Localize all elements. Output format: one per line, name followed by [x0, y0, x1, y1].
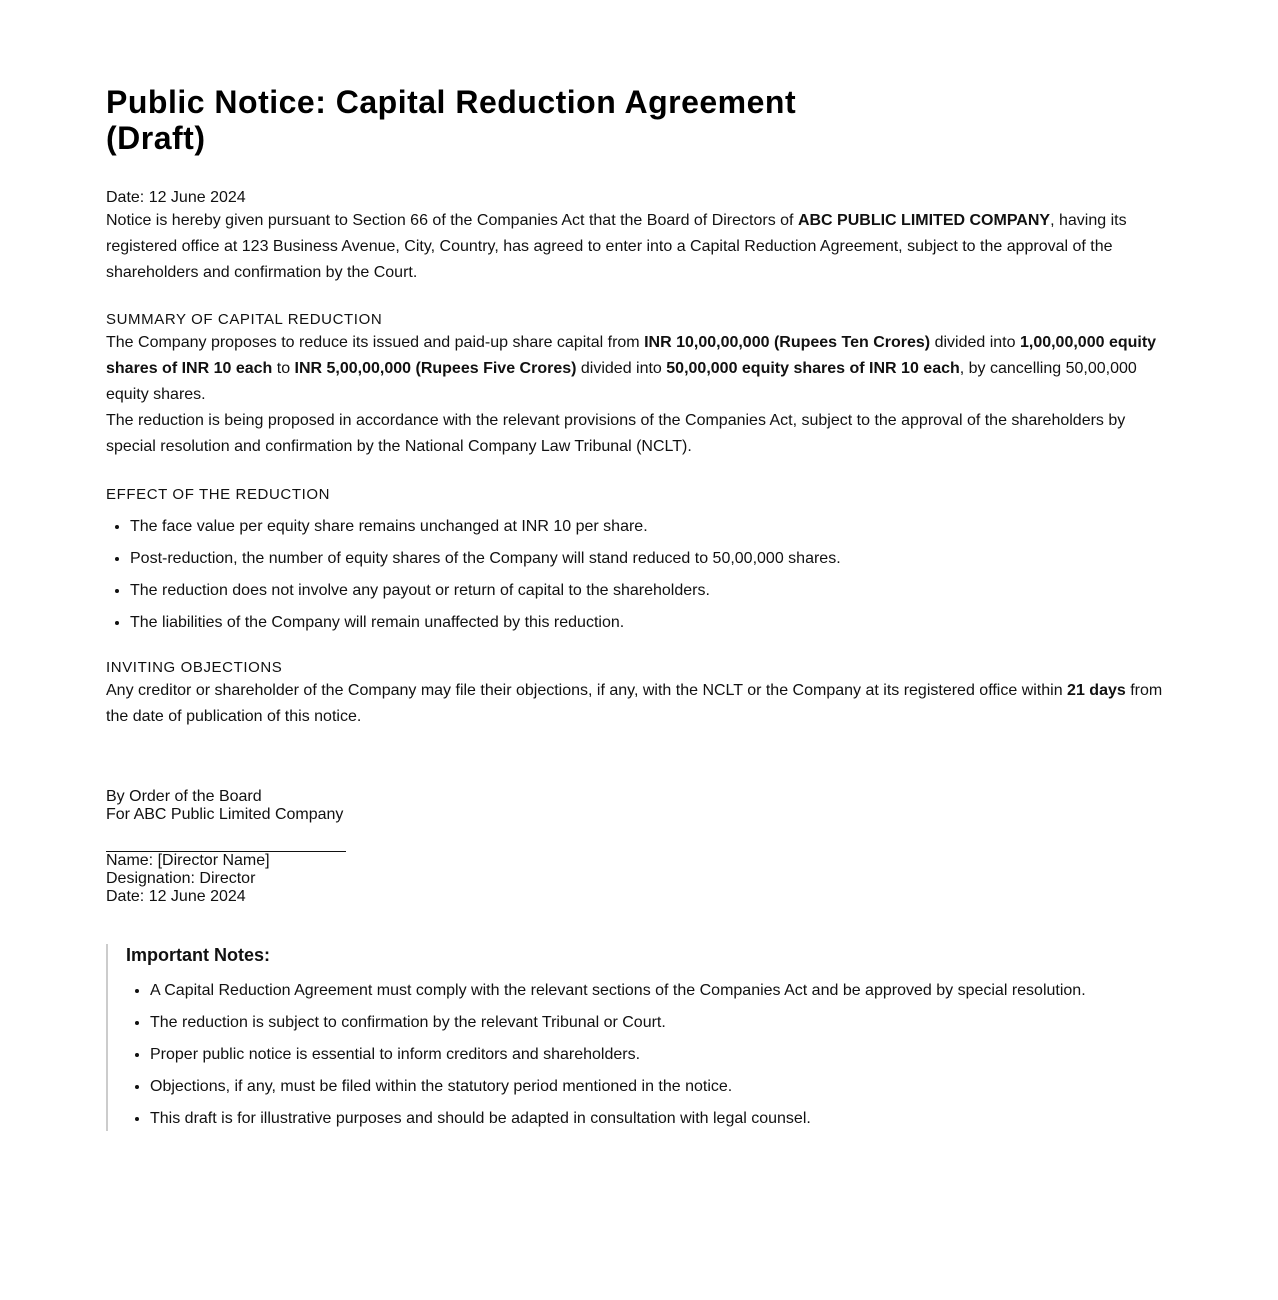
list-item: • Objections, if any, must be filed within the statutory period mentioned in the notice.	[150, 1077, 1166, 1097]
objections-paragraph	[106, 678, 1166, 730]
signatory-designation: Designation: Director	[106, 870, 256, 887]
notes-list	[126, 981, 1166, 1129]
objections-text-2: from the date of publication of this notice.	[106, 682, 1163, 725]
list-item: • The reduction does not involve any payout or return of capital to the shareholders.	[130, 581, 1166, 601]
summary-bold-3: INR 5,00,00,000 (Rupees Five Crores)	[294, 360, 577, 377]
summary-bold-2: 1,00,00,000 equity shares of INR 10 each	[106, 334, 1157, 377]
intro-text-2: , having its registered office at 123 Business Avenue, City, Country, has agreed to enter into a Capital Reduction Agreement, subject to the approval of the shareholders and confirmation by the Court.	[106, 212, 1127, 281]
list-item: • Post-reduction, the number of equity shares of the Company will stand reduced to 50,00,000 shares.	[130, 549, 1166, 569]
notes-title: Important Notes:	[126, 945, 270, 965]
signature-details	[106, 852, 1166, 906]
intro-paragraph	[106, 208, 1166, 286]
summary-text-3: to	[272, 360, 295, 377]
important-notes-box	[106, 944, 1166, 1131]
summary-paragraph-1	[106, 330, 1166, 408]
signatory-name: Name: [Director Name]	[106, 852, 270, 869]
summary-text-4: divided into	[576, 360, 667, 377]
signature-company-line: For ABC Public Limited Company	[106, 806, 344, 823]
summary-bold-1: INR 10,00,00,000 (Rupees Ten Crores)	[644, 334, 931, 351]
effect-heading: EFFECT OF THE REDUCTION	[106, 486, 331, 503]
summary-paragraph-2: The reduction is being proposed in accordance with the relevant provisions of the Companies Act, subject to the approval of the shareholders by special resolution and confirmation by the National Company Law Tribunal (NCLT).	[106, 412, 1126, 455]
list-item: • Proper public notice is essential to inform creditors and shareholders.	[150, 1045, 1166, 1065]
company-name: ABC PUBLIC LIMITED COMPANY	[797, 212, 1051, 229]
summary-bold-4: 50,00,000 equity shares of INR 10 each	[666, 360, 960, 377]
objections-text-1: Any creditor or shareholder of the Company may file their objections, if any, with the NCLT or the Company at its registered office within	[106, 682, 1068, 699]
summary-text-1: The Company proposes to reduce its issued and paid-up share capital from	[106, 334, 645, 351]
summary-heading: SUMMARY OF CAPITAL REDUCTION	[106, 311, 383, 328]
summary-text-2: divided into	[930, 334, 1020, 351]
list-item: • This draft is for illustrative purposes and should be adapted in consultation with legal counsel.	[150, 1109, 1166, 1129]
intro-text-1: Notice is hereby given pursuant to Section 66 of the Companies Act that the Board of Directors of	[106, 212, 798, 229]
list-item: • A Capital Reduction Agreement must comply with the relevant sections of the Companies Act and be approved by special resolution.	[150, 981, 1166, 1001]
list-item: • The liabilities of the Company will remain unaffected by this reduction.	[130, 613, 1166, 633]
effect-list	[106, 517, 1166, 633]
title-line-1: Public Notice: Capital Reduction Agreement	[106, 84, 797, 120]
signature-order-line: By Order of the Board	[106, 788, 262, 805]
list-item: • The face value per equity share remains unchanged at INR 10 per share.	[130, 517, 1166, 537]
notice-date: Date: 12 June 2024	[106, 189, 246, 206]
summary-text-5: , by cancelling 50,00,000 equity shares.	[106, 360, 1137, 403]
title-line-2: (Draft)	[106, 120, 206, 156]
signature-block	[106, 788, 1166, 906]
objection-period: 21 days	[1067, 682, 1126, 699]
objections-heading: INVITING OBJECTIONS	[106, 659, 283, 676]
signature-date: Date: 12 June 2024	[106, 888, 246, 905]
page-title	[106, 84, 1166, 156]
list-item: • The reduction is subject to confirmation by the relevant Tribunal or Court.	[150, 1013, 1166, 1033]
